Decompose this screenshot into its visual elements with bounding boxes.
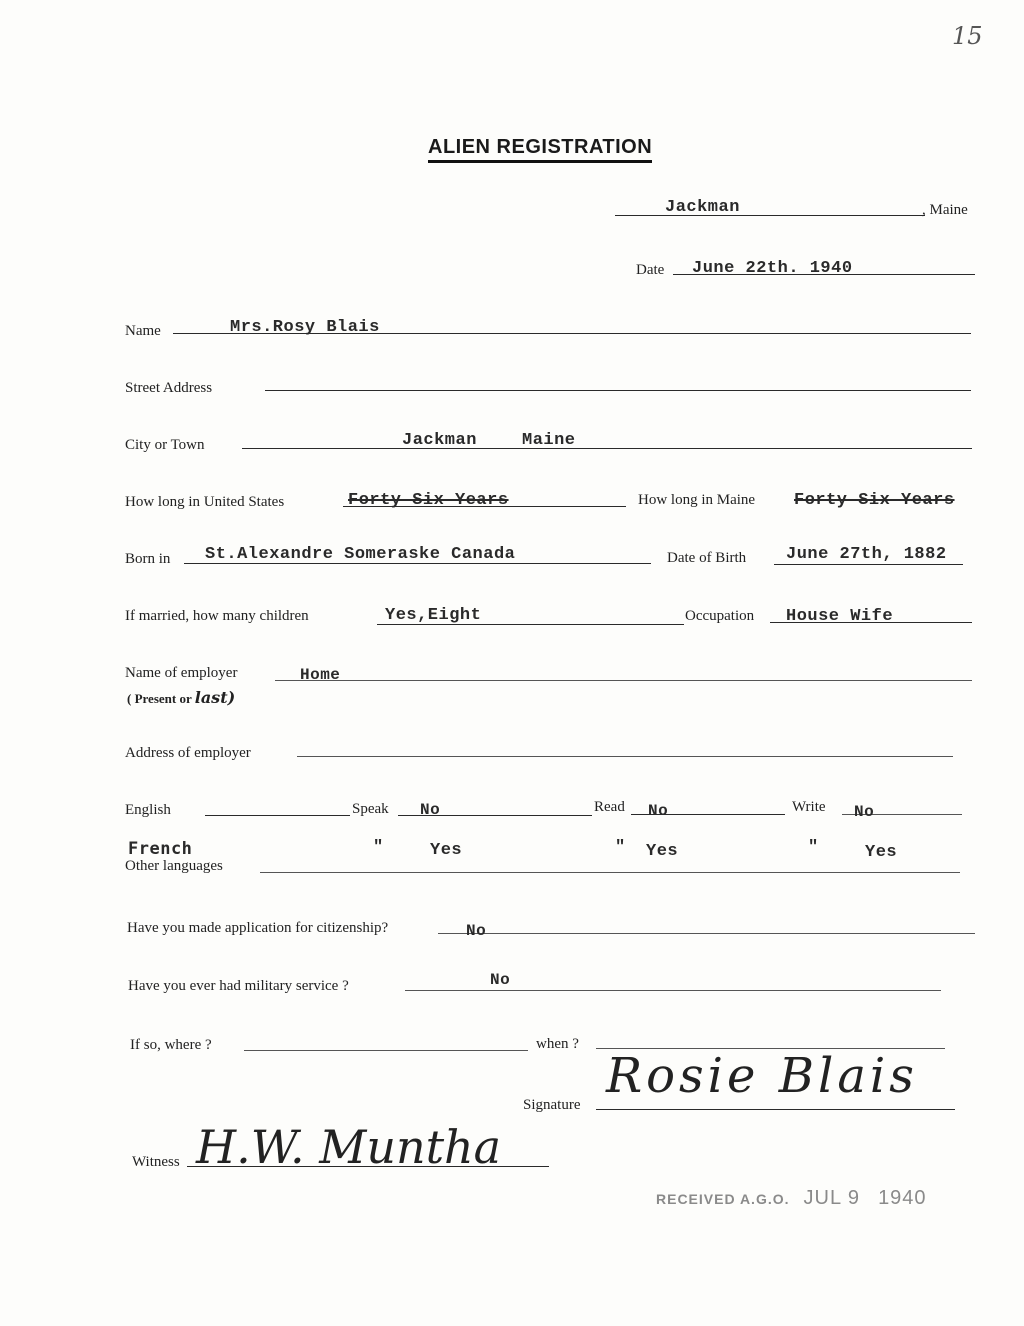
signature-value: Rosie Blais <box>606 1048 918 1104</box>
received-stamp-month: JUL 9 <box>803 1187 861 1209</box>
employer-sublabel-text: ( Present or <box>127 691 192 706</box>
born-in-label: Born in <box>125 551 171 567</box>
street-address-line <box>265 390 971 391</box>
employer-label: Name of employer <box>125 665 238 681</box>
english-label: English <box>125 802 171 818</box>
where-line <box>244 1050 528 1051</box>
occupation-value: House Wife <box>786 607 894 626</box>
where-label: If so, where ? <box>130 1037 212 1053</box>
date-of-birth-line <box>774 564 963 565</box>
when-label: when ? <box>536 1036 579 1052</box>
other-language-value: French <box>128 839 193 859</box>
read-value: No <box>648 802 669 820</box>
name-label: Name <box>125 323 161 339</box>
employer-value: Home <box>300 666 341 684</box>
military-line <box>405 990 941 991</box>
city-label: City or Town <box>125 437 205 453</box>
witness-value: H.W. Muntha <box>196 1120 502 1174</box>
employer-address-line <box>297 756 953 757</box>
citizenship-value: No <box>466 922 487 940</box>
town-value: Jackman <box>665 198 740 217</box>
english-line <box>205 815 350 816</box>
employer-sublabel <box>127 688 235 707</box>
name-value: Mrs.Rosy Blais <box>230 318 380 337</box>
town-line <box>615 215 925 216</box>
military-value: No <box>490 971 511 989</box>
town-suffix: , Maine <box>922 202 968 218</box>
born-in-value: St.Alexandre Someraske Canada <box>205 545 516 564</box>
ditto-mark-read: " <box>615 838 626 857</box>
page-number-note: 15 <box>952 22 983 50</box>
other-write-value: Yes <box>865 843 898 862</box>
military-label: Have you ever had military service ? <box>128 978 349 994</box>
received-stamp <box>656 1187 927 1210</box>
city-value: Jackman <box>402 431 477 450</box>
received-stamp-year: 1940 <box>878 1187 927 1209</box>
how-long-maine-label: How long in Maine <box>638 492 756 508</box>
occupation-label: Occupation <box>685 608 755 624</box>
write-label: Write <box>792 799 826 815</box>
ditto-mark-speak: " <box>373 838 384 857</box>
employer-line <box>275 680 972 681</box>
write-value: No <box>854 803 875 821</box>
other-read-value: Yes <box>646 842 679 861</box>
employer-sublabel-hand: last) <box>194 688 236 707</box>
form-title: ALIEN REGISTRATION <box>428 136 652 163</box>
speak-value: No <box>420 801 441 819</box>
witness-label: Witness <box>132 1154 180 1170</box>
state-value: Maine <box>522 431 576 450</box>
children-label: If married, how many children <box>125 608 309 624</box>
how-long-maine-value: Forty Six Years <box>794 491 955 510</box>
other-languages-line <box>260 872 960 873</box>
date-of-birth-label: Date of Birth <box>667 550 747 566</box>
signature-line <box>596 1109 955 1110</box>
other-speak-value: Yes <box>430 841 463 860</box>
how-long-us-label: How long in United States <box>125 494 285 510</box>
how-long-us-value: Forty Six Years <box>348 491 509 510</box>
street-address-label: Street Address <box>125 380 213 396</box>
children-value: Yes,Eight <box>385 606 482 625</box>
ditto-mark-write: " <box>808 838 819 857</box>
signature-label: Signature <box>523 1097 581 1113</box>
other-languages-label: Other languages <box>125 858 223 874</box>
employer-address-label: Address of employer <box>125 745 251 761</box>
citizenship-label: Have you made application for citizenship? <box>127 920 389 936</box>
date-value: June 22th. 1940 <box>692 259 853 278</box>
speak-label: Speak <box>352 801 389 817</box>
read-label: Read <box>594 799 625 815</box>
date-label: Date <box>636 262 665 278</box>
date-of-birth-value: June 27th, 1882 <box>786 545 947 564</box>
received-stamp-text: RECEIVED A.G.O. <box>656 1191 790 1207</box>
city-line <box>242 448 972 449</box>
citizenship-line <box>438 933 975 934</box>
